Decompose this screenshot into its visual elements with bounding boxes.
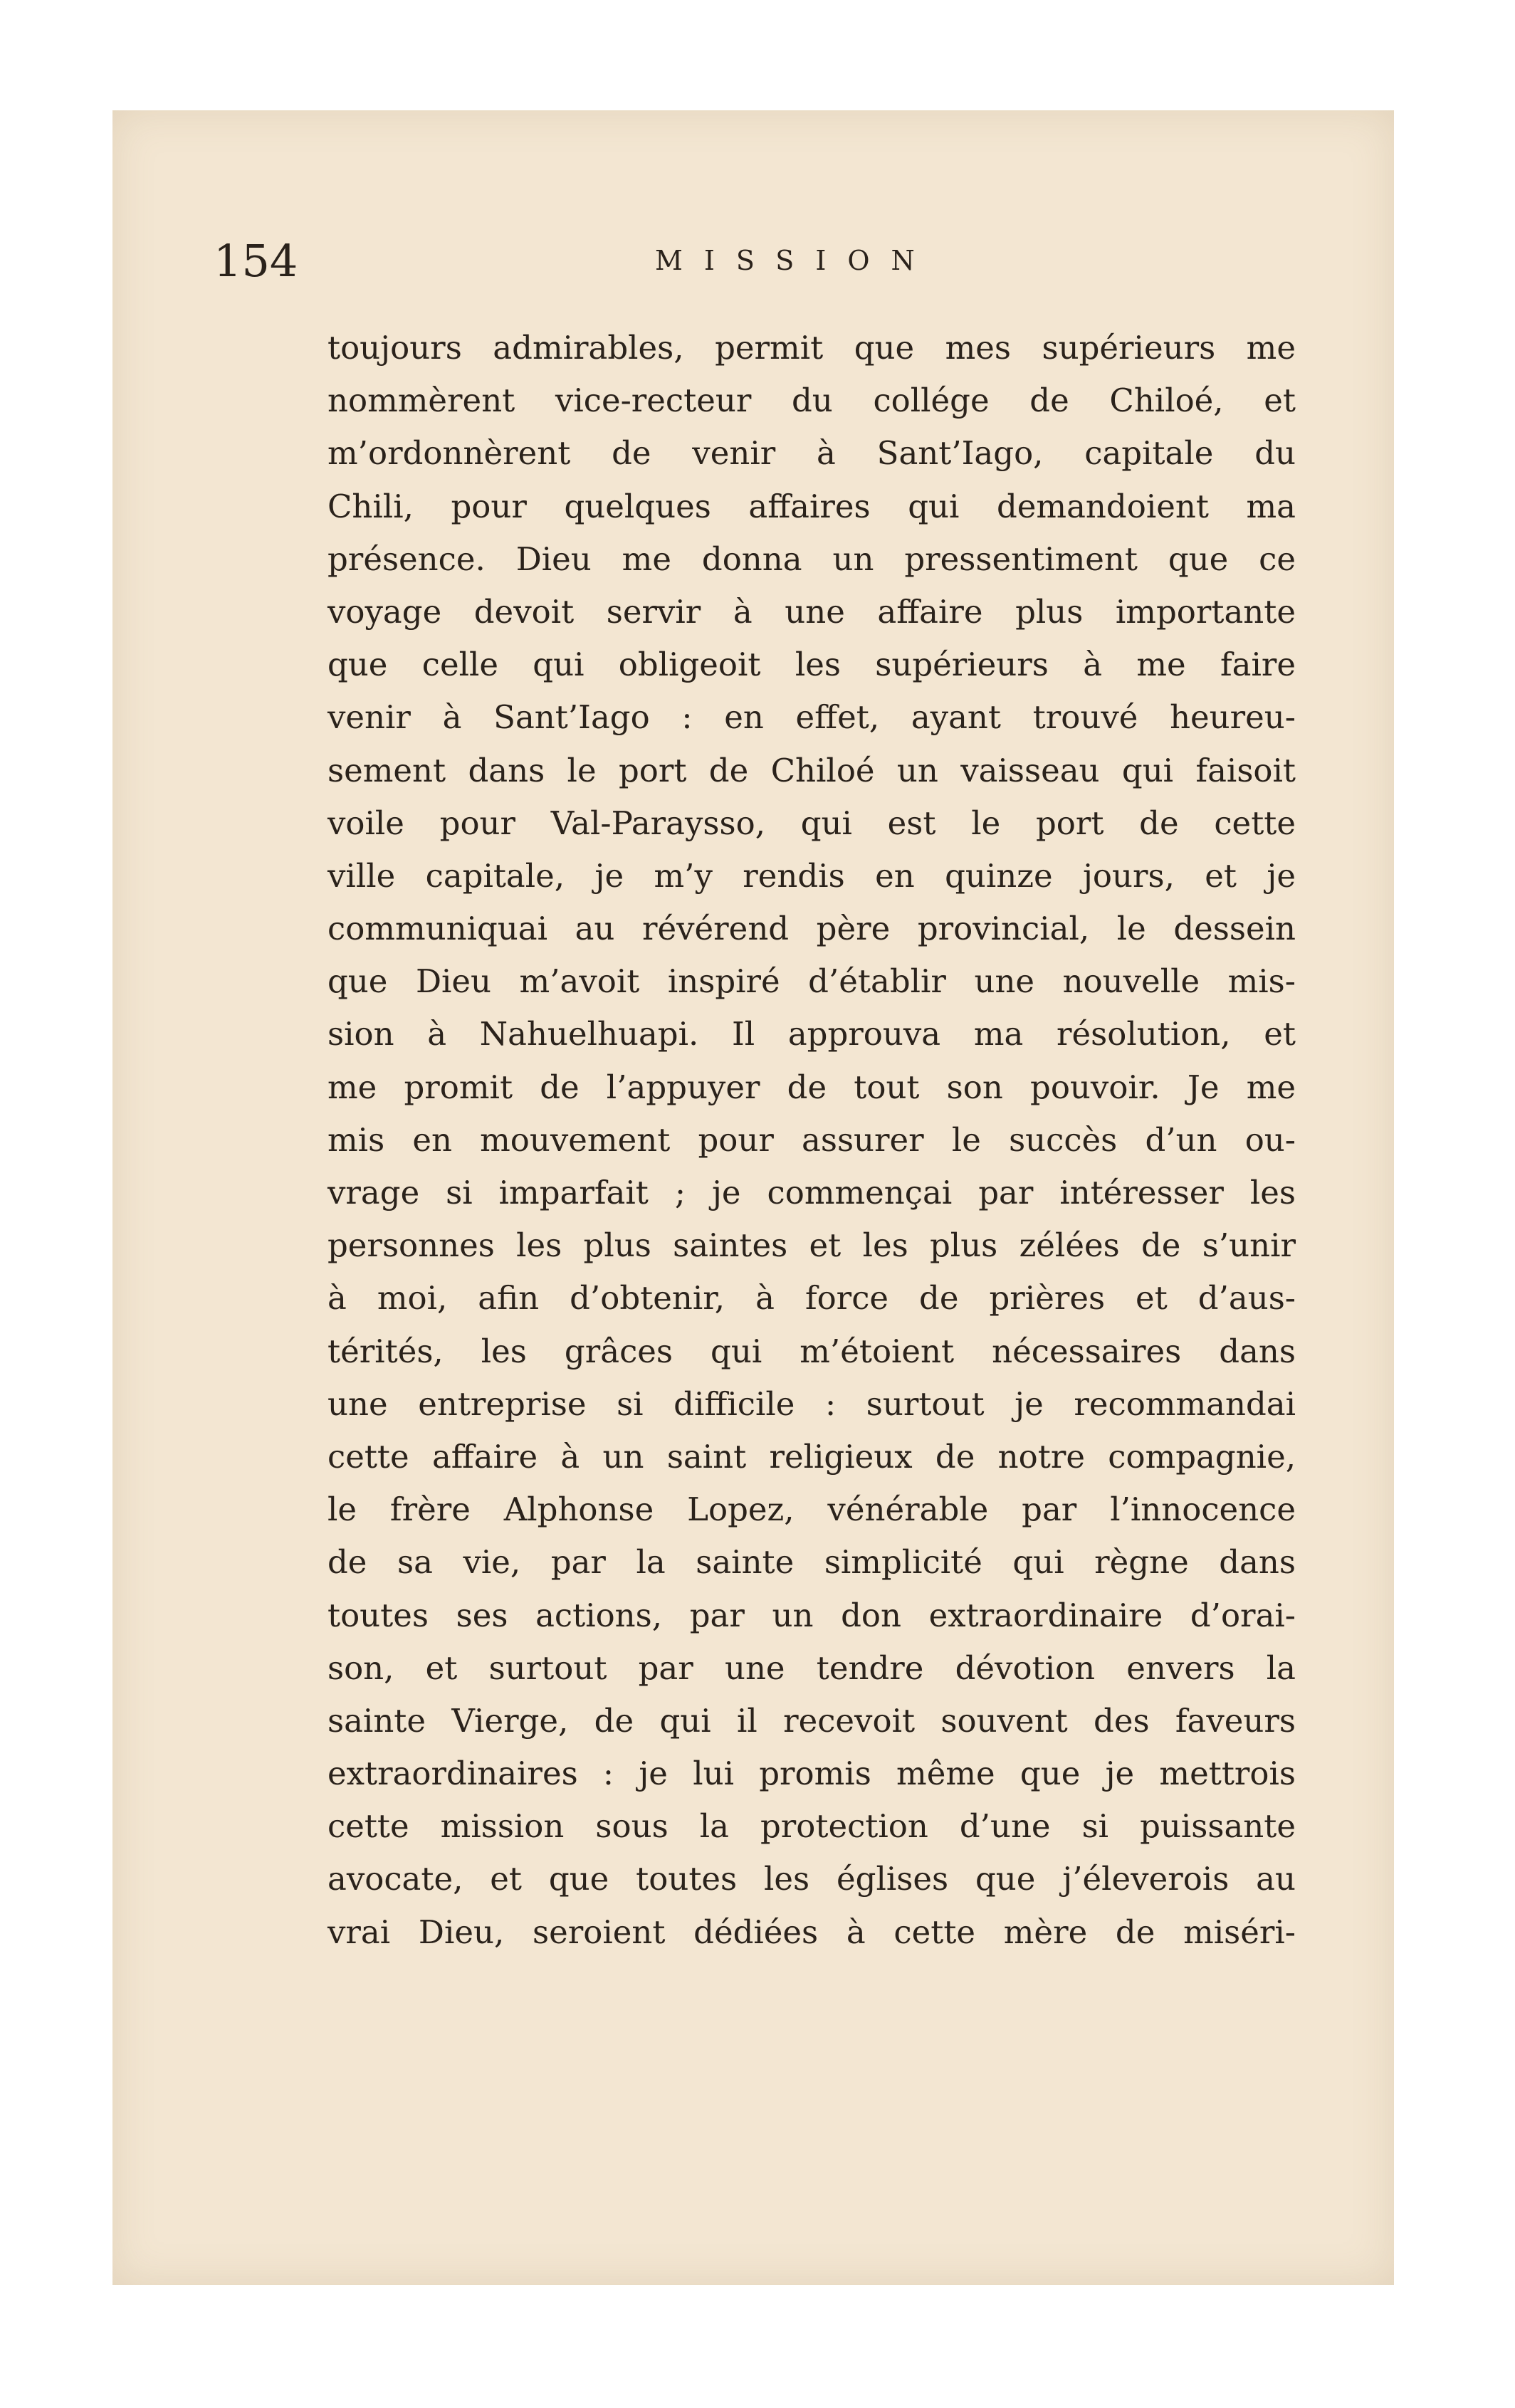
text-line: vrai Dieu, seroient dédiées à cette mère de miséri- [327,1913,1296,1951]
text-line: extraordinaires : je lui promis même que je mettrois [327,1755,1296,1793]
text-line: son, et surtout par une tendre dévotion envers la [327,1649,1296,1687]
text-line: sement dans le port de Chiloé un vaisseau qui faisoit [327,751,1296,789]
text-line: m’ordonnèrent de venir à Sant’Iago, capitale du [327,434,1296,473]
text-line: personnes les plus saintes et les plus zélées de s’unir [327,1226,1296,1265]
page-number: 154 [214,235,298,287]
text-line: nommèrent vice-recteur du collége de Chiloé, et [327,382,1296,420]
text-line: mis en mouvement pour assurer le succès d’un ou- [327,1120,1296,1159]
text-line: Chili, pour quelques affaires qui demandoient ma [327,487,1296,525]
text-line: le frère Alphonse Lopez, vénérable par l’innocence [327,1490,1296,1529]
text-line: voyage devoit servir à une affaire plus importante [327,592,1296,631]
text-line: sion à Nahuelhuapi. Il approuva ma résolution, et [327,1015,1296,1053]
body-text [327,322,1296,1959]
text-line: ville capitale, je m’y rendis en quinze jours, et je [327,856,1296,895]
text-line: que Dieu m’avoit inspiré d’établir une nouvelle mis- [327,962,1296,1001]
text-line: toutes ses actions, par un don extraordinaire d’orai- [327,1596,1296,1634]
text-line: de sa vie, par la sainte simplicité qui règne dans [327,1543,1296,1582]
text-line: vrage si imparfait ; je commençai par intéresser les [327,1174,1296,1211]
text-line: à moi, afin d’obtenir, à force de prières et d’aus- [327,1279,1296,1318]
text-line: me promit de l’appuyer de tout son pouvoir. Je me [327,1068,1296,1106]
text-line: toujours admirables, permit que mes supérieurs me [327,329,1296,367]
text-line: avocate, et que toutes les églises que j’éleverois au [327,1860,1296,1898]
text-line: térités, les grâces qui m’étoient nécessaires dans [327,1332,1296,1370]
text-line: communiquai au révérend père provincial, le dessein [327,910,1296,948]
text-line: voile pour Val-Paraysso, qui est le port de cette [327,804,1296,842]
text-line: sainte Vierge, de qui il recevoit souvent des faveurs [327,1701,1296,1740]
page-header [214,235,1296,299]
text-line: cette mission sous la protection d’une si puissante [327,1807,1296,1846]
text-line: présence. Dieu me donna un pressentiment que ce [327,540,1296,578]
text-line: venir à Sant’Iago : en effet, ayant trouvé heureu- [327,698,1296,737]
text-line: une entreprise si difficile : surtout je recommandai [327,1384,1296,1423]
running-head: MISSION [655,245,936,276]
text-line: cette affaire à un saint religieux de notre compagnie, [327,1437,1296,1476]
text-line: que celle qui obligeoit les supérieurs à me faire [327,646,1296,684]
